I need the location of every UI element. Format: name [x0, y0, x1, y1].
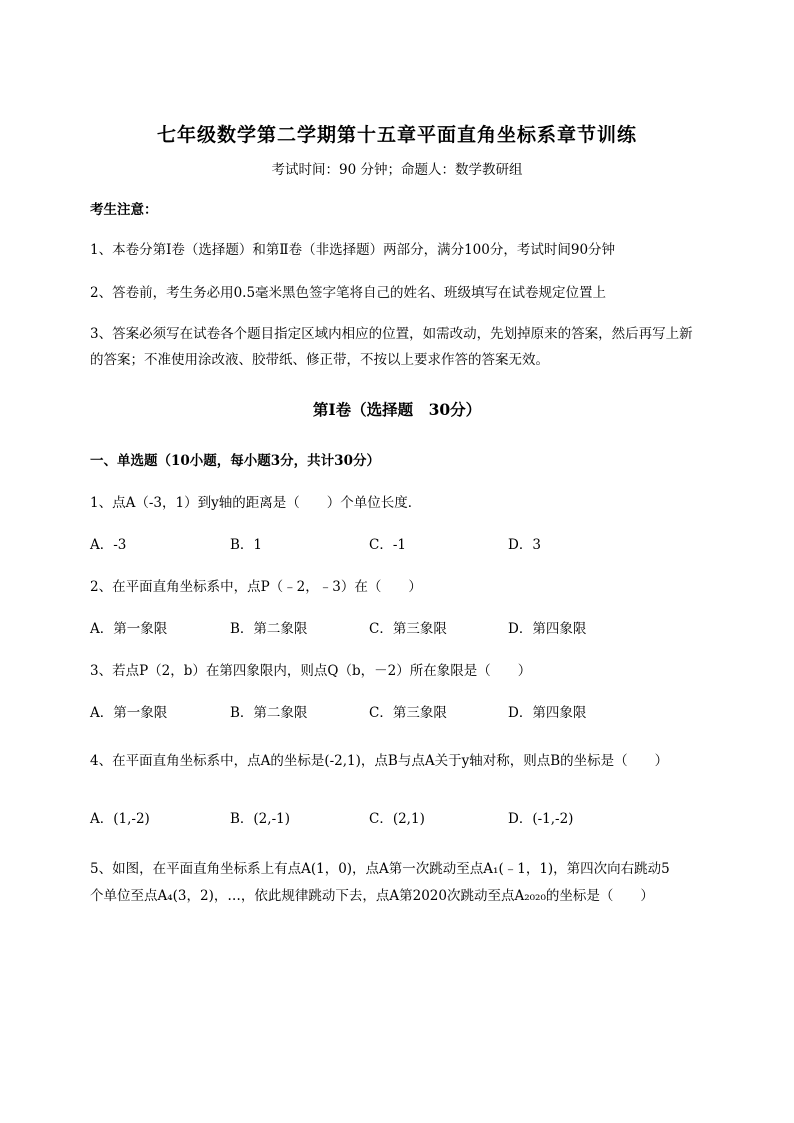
- question-1-option-d[interactable]: D．3: [508, 537, 541, 553]
- notice-item-2: 2、答卷前，考生务必用0.5毫米黑色签字笔将自己的姓名、班级填写在试卷规定位置上: [90, 285, 607, 301]
- exam-title: 七年级数学第二学期第十五章平面直角坐标系章节训练: [156, 124, 637, 146]
- question-3-stem: 3、若点P（2，b）在第四象限内，则点Q（b，－2）所在象限是（ ）: [90, 663, 532, 679]
- question-3-option-d[interactable]: D．第四象限: [508, 705, 587, 721]
- question-1-options: [90, 533, 720, 557]
- question-4-option-b[interactable]: B．(2,-1): [230, 811, 290, 827]
- question-3-options: [90, 701, 720, 725]
- question-1-option-c[interactable]: C．-1: [369, 537, 406, 553]
- question-2-options: [90, 617, 720, 641]
- question-2-option-c[interactable]: C．第三象限: [369, 621, 447, 637]
- question-1-stem: 1、点A（-3，1）到y轴的距离是（ ）个单位长度．: [90, 495, 422, 511]
- notice-item-3-cont: 的答案；不准使用涂改液、胶带纸、修正带，不按以上要求作答的答案无效。: [90, 352, 549, 368]
- question-3-option-c[interactable]: C．第三象限: [369, 705, 447, 721]
- question-4-option-d[interactable]: D．(-1,-2): [508, 811, 574, 827]
- question-5-stem-line-2: 个单位至点A₄(3，2)，…，依此规律跳动下去，点A第2020次跳动至点A₂₀₂₀的坐标是（ ）: [90, 888, 654, 904]
- exam-subtitle: 考试时间：90 分钟；命题人：数学教研组: [271, 162, 523, 178]
- question-2-option-b[interactable]: B．第二象限: [230, 621, 308, 637]
- question-3-option-b[interactable]: B．第二象限: [230, 705, 308, 721]
- part-heading: 一、单选题（10小题，每小题3分，共计30分）: [90, 453, 380, 469]
- question-2-option-d[interactable]: D．第四象限: [508, 621, 587, 637]
- question-2-stem: 2、在平面直角坐标系中，点P（﹣2，﹣3）在（ ）: [90, 579, 422, 595]
- question-5-stem-line-1: 5、如图，在平面直角坐标系上有点A(1，0)，点A第一次跳动至点A₁(﹣1，1)，第四次向右跳动5: [90, 861, 670, 877]
- question-4-option-c[interactable]: C．(2,1): [369, 811, 425, 827]
- question-4-stem: 4、在平面直角坐标系中，点A的坐标是(-2,1)，点B与点A关于y轴对称，则点B的坐标是（ ）: [90, 753, 669, 769]
- notice-item-1: 1、本卷分第Ⅰ卷（选择题）和第Ⅱ卷（非选择题）两部分，满分100分，考试时间90分钟: [90, 242, 616, 258]
- question-3-option-a[interactable]: A．第一象限: [90, 705, 168, 721]
- notice-item-3: 3、答案必须写在试卷各个题目指定区域内相应的位置，如需改动，先划掉原来的答案，然后再写上新: [90, 326, 693, 342]
- question-1-option-b[interactable]: B．1: [230, 537, 263, 553]
- question-4-option-a[interactable]: A．(1,-2): [90, 811, 150, 827]
- notice-heading: 考生注意：: [90, 202, 158, 218]
- section-title: 第Ⅰ卷（选择题 30分）: [312, 400, 482, 419]
- question-4-options: [90, 807, 720, 831]
- question-1-option-a[interactable]: A．-3: [90, 537, 127, 553]
- question-2-option-a[interactable]: A．第一象限: [90, 621, 168, 637]
